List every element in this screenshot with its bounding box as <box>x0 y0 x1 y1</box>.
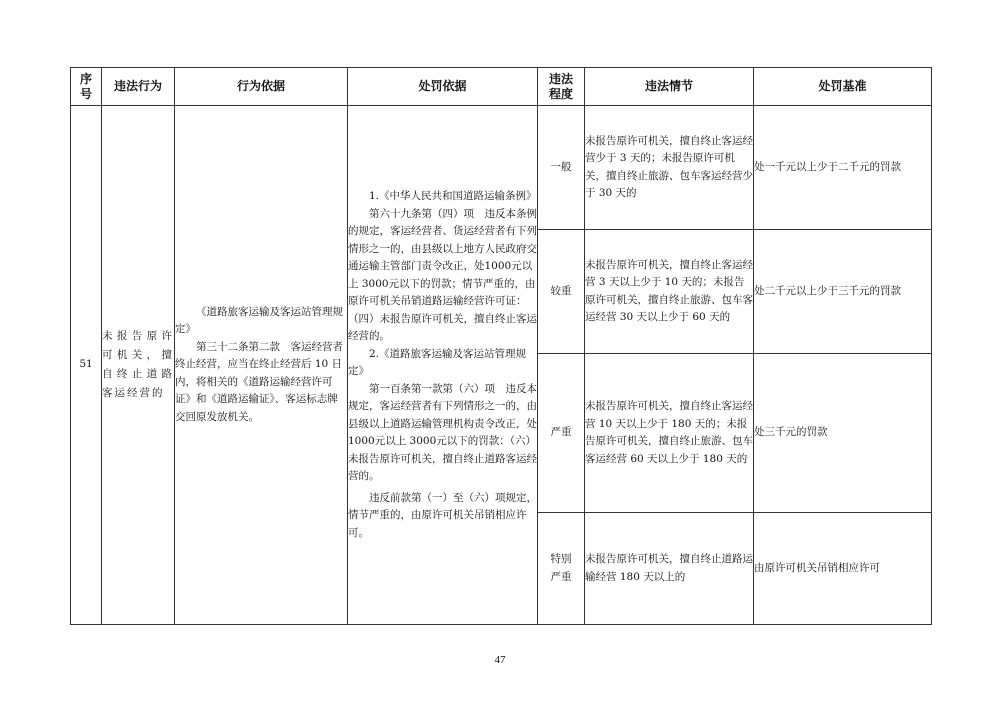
degree-cell: 一般 <box>538 106 585 230</box>
penalty-paragraph: 第一百条第一款第（六）项 违反本规定，客运经营者有下列情形之一的，由县级以上道路运输管理机构责令改正，处1000元以上 3000元以下的罚款：（六）未报告原许可机关，擅自终止道路客运经营的。 <box>348 382 537 482</box>
penalty-basis-cell <box>348 106 538 625</box>
standard-cell: 处三千元的罚款 <box>754 354 932 513</box>
table-row <box>71 106 932 230</box>
header-row <box>71 68 932 106</box>
behavior-cell: 未报告原许可机关，擅自终止道路客运经营的 <box>102 106 175 625</box>
header-degree: 违法程度 <box>538 68 585 106</box>
standard-cell: 由原许可机关吊销相应许可 <box>754 513 932 625</box>
degree-cell: 严重 <box>538 354 585 513</box>
situation-cell: 未报告原许可机关，擅自终止客运经营 3 天以上少于 10 天的；未报告原许可机关，擅自终止旅游、包车客运经营 30 天以上少于 60 天的 <box>585 230 754 354</box>
situation-cell: 未报告原许可机关，擅自终止客运经营 10 天以上少于 180 天的；未报告原许可机关，擅自终止旅游、包车客运经营 60 天以上少于 180 天的 <box>585 354 754 513</box>
basis-paragraph: 《道路旅客运输及客运站管理规定》 <box>175 305 343 336</box>
header-situation: 违法情节 <box>585 68 754 106</box>
header-basis: 行为依据 <box>175 68 348 106</box>
situation-cell: 未报告原许可机关，擅自终止客运经营少于 3 天的；未报告原许可机关，擅自终止旅游、包车客运经营少于 30 天的 <box>585 106 754 230</box>
basis-cell <box>175 106 348 625</box>
penalty-paragraph: 1.《中华人民共和国道路运输条例》 <box>369 190 537 202</box>
situation-cell: 未报告原许可机关，擅自终止道路运输经营 180 天以上的 <box>585 513 754 625</box>
penalty-table <box>70 67 932 625</box>
standard-cell: 处一千元以上少于二千元的罚款 <box>754 106 932 230</box>
penalty-paragraph: 第六十九条第（四）项 违反本条例的规定，客运经营者、货运经营者有下列情形之一的，由县级以上地方人民政府交通运输主管部门责令改正，处1000元以上 3000元以下的罚款；情节严重的，由原许可机关吊销道路运输经营许可证：（四）未报告原许可机关，擅自终止客运经营的。 <box>348 207 537 342</box>
penalty-paragraph: 2.《道路旅客运输及客运站管理规定》 <box>348 347 527 377</box>
header-behavior: 违法行为 <box>102 68 175 106</box>
degree-cell: 特别严重 <box>538 513 585 625</box>
page-number: 47 <box>494 654 506 666</box>
standard-cell: 处二千元以上少于三千元的罚款 <box>754 230 932 354</box>
penalty-paragraph: 违反前款第（一）至（六）项规定，情节严重的，由原许可机关吊销相应许可。 <box>348 491 537 539</box>
basis-paragraph: 第三十二条第二款 客运经营者终止经营，应当在终止经营后 10 日内，将相关的《道路运输经营许可证》和《道路运输证》、客运标志牌交回原发放机关。 <box>175 340 343 423</box>
header-seq: 序号 <box>71 68 102 106</box>
header-penalty-basis: 处罚依据 <box>348 68 538 106</box>
header-standard: 处罚基准 <box>754 68 932 106</box>
degree-cell: 较重 <box>538 230 585 354</box>
seq-cell: 51 <box>71 106 102 625</box>
